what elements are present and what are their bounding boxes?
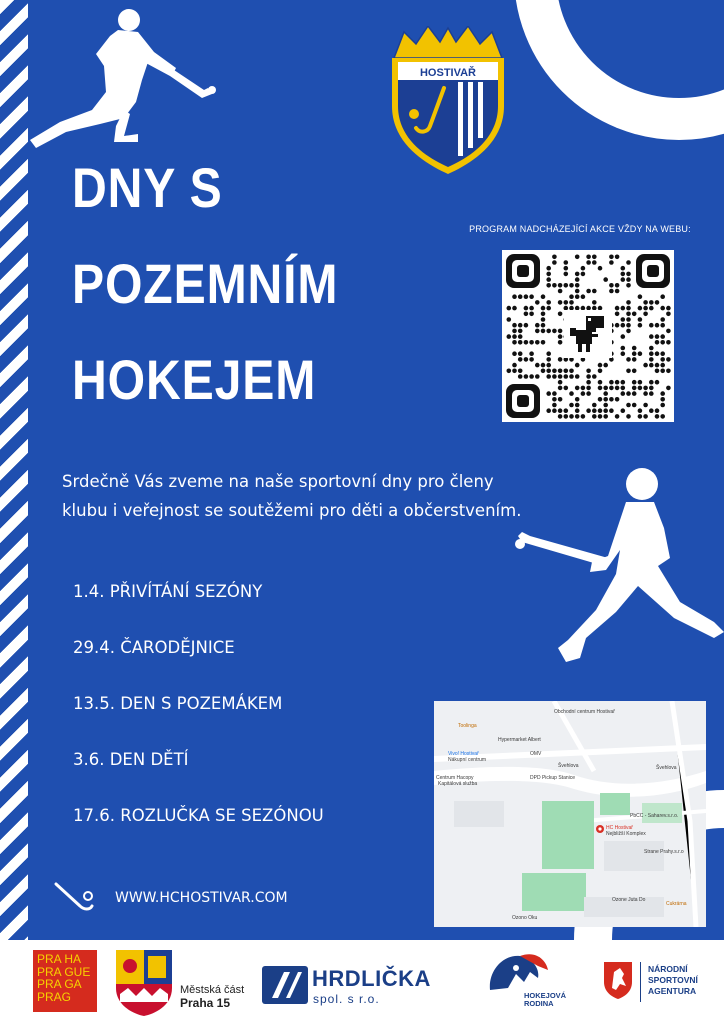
hk-line: HOKEJOVÁ [524, 991, 567, 1000]
hockey-stick-icon [50, 880, 96, 916]
map-label: Hypermarket Albert [498, 737, 541, 743]
hk-line: RODINA [524, 999, 554, 1008]
map-label: Ozono Oku [512, 915, 538, 921]
hrdlicka-name: HRDLIČKA [312, 966, 431, 991]
hokejova-rodina-text [524, 992, 566, 1008]
national-lion-emblem [602, 960, 634, 1000]
map-label: OMV [530, 751, 542, 757]
map-label: HC Hostivař [606, 825, 633, 831]
nsa-line: NÁRODNÍ [648, 964, 688, 974]
crest-text: HOSTIVAŘ [419, 67, 477, 79]
map-label: Strane Prahy.s.r.o [644, 849, 684, 855]
event-item: 3.6. DEN DĚTÍ [73, 750, 189, 769]
praha-line: PRA GA [37, 977, 82, 991]
map-label: Toolinga [458, 723, 477, 729]
map-label: Centrum Hacopy [436, 775, 474, 781]
nsa-line: SPORTOVNÍ [648, 975, 698, 985]
event-item: 13.5. DEN S POZEMÁKEM [73, 694, 283, 713]
title-line: DNY S [72, 156, 223, 219]
invitation-text: Srdečně Vás zveme na naše sportovní dny pro členy klubu i veřejnost se soutěžemi pro děti a občerstvením. [62, 471, 522, 520]
map-label: Ozone Juta Do [612, 897, 646, 903]
hockey-player-silhouette [26, 6, 226, 156]
qr-label: PROGRAM NADCHÁZEJÍCÍ AKCE VŽDY NA WEBU: [469, 224, 691, 234]
striped-border [0, 0, 28, 940]
qr-code[interactable] [502, 250, 674, 422]
praha-logo [33, 950, 97, 1012]
hrdlicka-subtitle: spol. s r.o. [313, 992, 380, 1006]
mc-name: Praha 15 [180, 996, 231, 1010]
event-item: 1.4. PŘIVÍTÁNÍ SEZÓNY [73, 582, 263, 601]
event-item: 17.6. ROZLUČKA SE SEZÓNOU [73, 806, 324, 825]
title-line: POZEMNÍM [72, 252, 339, 315]
nsa-text [648, 964, 698, 997]
hokejova-rodina-logo [480, 950, 550, 994]
map-label: Švehlova [558, 763, 579, 769]
location-map[interactable] [434, 701, 706, 927]
mc-label: Městská část [180, 984, 245, 996]
map-label: Obchodní centrum Hostivař [554, 709, 615, 715]
hrdlicka-logo-mark [262, 966, 308, 1004]
praha-15-coat-of-arms [114, 948, 174, 1018]
event-title [72, 140, 338, 428]
map-label: Nejbližší Komplex [606, 831, 646, 837]
sponsor-footer [0, 940, 724, 1024]
praha-line: PRA HA [37, 952, 82, 966]
hockey-player-silhouette [508, 462, 724, 672]
club-crest-logo [384, 26, 512, 176]
map-label: Švehlova [656, 765, 677, 771]
event-list [73, 574, 324, 854]
map-label: Nákupní centrum [448, 757, 487, 763]
praha-line: PRAG [37, 989, 72, 1004]
map-label: DPD Pickup Stanice [530, 775, 576, 781]
title-line: HOKEJEM [72, 348, 317, 411]
map-label: PbCC - Saharev.s.r.o. [630, 813, 679, 819]
nsa-line: AGENTURA [648, 986, 697, 996]
municipality-label [180, 984, 244, 1011]
map-label: Cukrárna [666, 901, 687, 907]
decorative-ring-top [514, 0, 724, 140]
praha-line: PRA GUE [37, 964, 91, 979]
map-label: Kapitálová služba [438, 781, 478, 787]
map-label: Vivo! Hostivař [448, 751, 479, 757]
event-item: 29.4. ČARODĚJNICE [73, 638, 235, 657]
website-link[interactable]: WWW.HCHOSTIVAR.COM [115, 890, 288, 906]
nsa-divider [640, 962, 641, 1002]
